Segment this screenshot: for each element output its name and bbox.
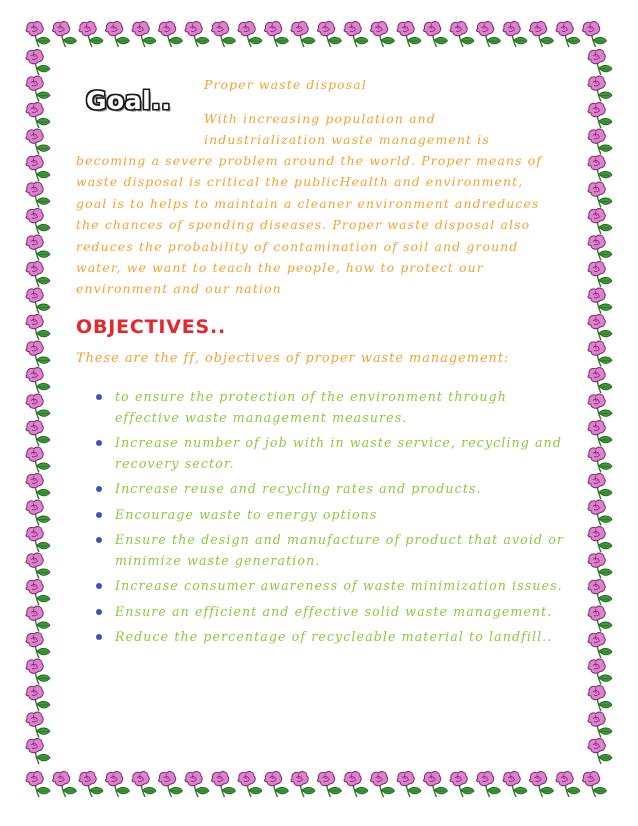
rose-flower-icon — [370, 22, 394, 47]
rose-flower-icon — [588, 527, 612, 552]
rose-flower-icon — [26, 315, 50, 340]
rose-flower-icon — [588, 288, 612, 313]
rose-flower-icon — [588, 341, 612, 366]
rose-flower-icon — [132, 772, 156, 797]
rose-flower-icon — [26, 103, 50, 128]
rose-flower-icon — [588, 262, 612, 287]
bullet-icon — [96, 609, 102, 615]
goal-paragraph-lead: With increasing population and industrialization waste management is — [204, 111, 490, 147]
rose-flower-icon — [291, 772, 315, 797]
rose-flower-icon — [588, 156, 612, 181]
rose-flower-icon — [588, 739, 612, 764]
objectives-list — [96, 387, 566, 653]
objective-text: Ensure an efficient and effective solid waste management. — [115, 603, 553, 619]
objective-text: Reduce the percentage of recycleable material to landfill.. — [115, 629, 553, 644]
rose-flower-icon — [588, 368, 612, 393]
objective-item — [96, 602, 566, 623]
rose-flower-icon — [423, 22, 447, 47]
objective-item — [96, 387, 566, 428]
rose-flower-icon — [26, 633, 50, 658]
rose-flower-icon — [291, 22, 315, 47]
rose-flower-icon — [397, 772, 421, 797]
rose-flower-icon — [476, 772, 500, 797]
rose-flower-icon — [185, 22, 209, 47]
rose-flower-icon — [588, 76, 612, 101]
rose-flower-icon — [26, 156, 50, 181]
rose-flower-icon — [588, 103, 612, 128]
rose-flower-icon — [588, 474, 612, 499]
objective-item — [96, 576, 566, 597]
rose-flower-icon — [26, 527, 50, 552]
rose-flower-icon — [588, 50, 612, 75]
rose-flower-icon — [503, 772, 527, 797]
rose-flower-icon — [158, 22, 182, 47]
rose-flower-icon — [588, 633, 612, 658]
objective-text: Encourage waste to energy options — [115, 506, 378, 522]
rose-flower-icon — [588, 421, 612, 446]
objective-item — [96, 479, 566, 500]
goal-subtitle: Proper waste disposal — [204, 77, 367, 92]
rose-flower-icon — [26, 288, 50, 313]
rose-flower-icon — [26, 606, 50, 631]
rose-flower-icon — [588, 686, 612, 711]
rose-flower-icon — [264, 22, 288, 47]
rose-flower-icon — [26, 686, 50, 711]
rose-flower-icon — [26, 712, 50, 737]
bullet-icon — [96, 512, 102, 518]
rose-flower-icon — [158, 772, 182, 797]
rose-flower-icon — [211, 22, 235, 47]
rose-flower-icon — [556, 22, 580, 47]
rose-flower-icon — [582, 22, 606, 47]
rose-flower-icon — [26, 22, 50, 47]
objective-text: Increase consumer awareness of waste minimization issues. — [115, 578, 563, 593]
rose-flower-icon — [185, 772, 209, 797]
rose-flower-icon — [211, 772, 235, 797]
rose-flower-icon — [105, 22, 129, 47]
rose-flower-icon — [26, 447, 50, 472]
objective-text: Increase number of job with in waste service, recycling and recovery sector. — [115, 435, 563, 471]
objective-text: Ensure the design and manufacture of product that avoid or minimize waste generation. — [115, 532, 565, 568]
rose-flower-icon — [423, 772, 447, 797]
objective-item — [96, 505, 566, 526]
rose-flower-icon — [476, 22, 500, 47]
bullet-icon — [96, 634, 102, 640]
rose-flower-icon — [317, 772, 341, 797]
rose-flower-icon — [370, 772, 394, 797]
rose-flower-icon — [26, 772, 50, 797]
rose-flower-icon — [588, 580, 612, 605]
rose-flower-icon — [26, 129, 50, 154]
rose-flower-icon — [344, 772, 368, 797]
rose-flower-icon — [450, 22, 474, 47]
rose-flower-icon — [26, 474, 50, 499]
rose-flower-icon — [588, 712, 612, 737]
rose-flower-icon — [238, 22, 262, 47]
goal-paragraph-body: becoming a severe problem around the world. Proper means of waste disposal is critical the publicHealth and environment, goal is to helps to maintain a cleaner environment andreduces the chances of spending diseases. Proper waste disposal also reduces the probability of contamination of soil and ground water, we want to teach the people, how to protect our environment and our nation — [76, 153, 543, 297]
rose-flower-icon — [26, 394, 50, 419]
bullet-icon — [96, 537, 102, 543]
rose-flower-icon — [26, 341, 50, 366]
objectives-intro: These are the ff, objectives of proper waste management: — [76, 351, 510, 366]
rose-flower-icon — [26, 739, 50, 764]
rose-flower-icon — [588, 129, 612, 154]
bullet-icon — [96, 486, 102, 492]
rose-flower-icon — [344, 22, 368, 47]
rose-flower-icon — [26, 262, 50, 287]
rose-flower-icon — [556, 772, 580, 797]
rose-flower-icon — [52, 22, 76, 47]
rose-flower-icon — [588, 659, 612, 684]
rose-flower-icon — [26, 500, 50, 525]
objective-item — [96, 433, 566, 474]
rose-flower-icon — [264, 772, 288, 797]
rose-flower-icon — [588, 235, 612, 260]
rose-flower-icon — [132, 22, 156, 47]
objective-text: to ensure the protection of the environment through effective waste management measures. — [115, 389, 507, 425]
rose-flower-icon — [238, 772, 262, 797]
rose-flower-icon — [588, 182, 612, 207]
objective-item — [96, 627, 566, 648]
rose-flower-icon — [105, 772, 129, 797]
rose-flower-icon — [529, 772, 553, 797]
rose-flower-icon — [588, 553, 612, 578]
bullet-icon — [96, 440, 102, 446]
rose-flower-icon — [450, 772, 474, 797]
rose-flower-icon — [582, 772, 606, 797]
rose-flower-icon — [26, 76, 50, 101]
rose-flower-icon — [588, 209, 612, 234]
rose-flower-icon — [588, 500, 612, 525]
rose-flower-icon — [588, 315, 612, 340]
objectives-heading: OBJECTIVES.. — [76, 316, 227, 338]
rose-flower-icon — [26, 553, 50, 578]
rose-flower-icon — [79, 772, 103, 797]
rose-flower-icon — [588, 447, 612, 472]
rose-flower-icon — [317, 22, 341, 47]
objective-text: Increase reuse and recycling rates and products. — [115, 481, 482, 496]
rose-flower-icon — [26, 182, 50, 207]
objective-item — [96, 530, 566, 571]
bullet-icon — [96, 394, 102, 400]
rose-flower-icon — [529, 22, 553, 47]
rose-flower-icon — [26, 50, 50, 75]
bullet-icon — [96, 583, 102, 589]
rose-flower-icon — [26, 235, 50, 260]
rose-flower-icon — [26, 580, 50, 605]
rose-flower-icon — [26, 368, 50, 393]
rose-flower-icon — [503, 22, 527, 47]
rose-flower-icon — [397, 22, 421, 47]
rose-flower-icon — [26, 421, 50, 446]
rose-flower-icon — [26, 209, 50, 234]
goal-heading: Goal.. — [86, 86, 172, 115]
rose-flower-icon — [52, 772, 76, 797]
rose-flower-icon — [26, 659, 50, 684]
rose-flower-icon — [588, 606, 612, 631]
rose-flower-icon — [588, 394, 612, 419]
rose-flower-icon — [79, 22, 103, 47]
